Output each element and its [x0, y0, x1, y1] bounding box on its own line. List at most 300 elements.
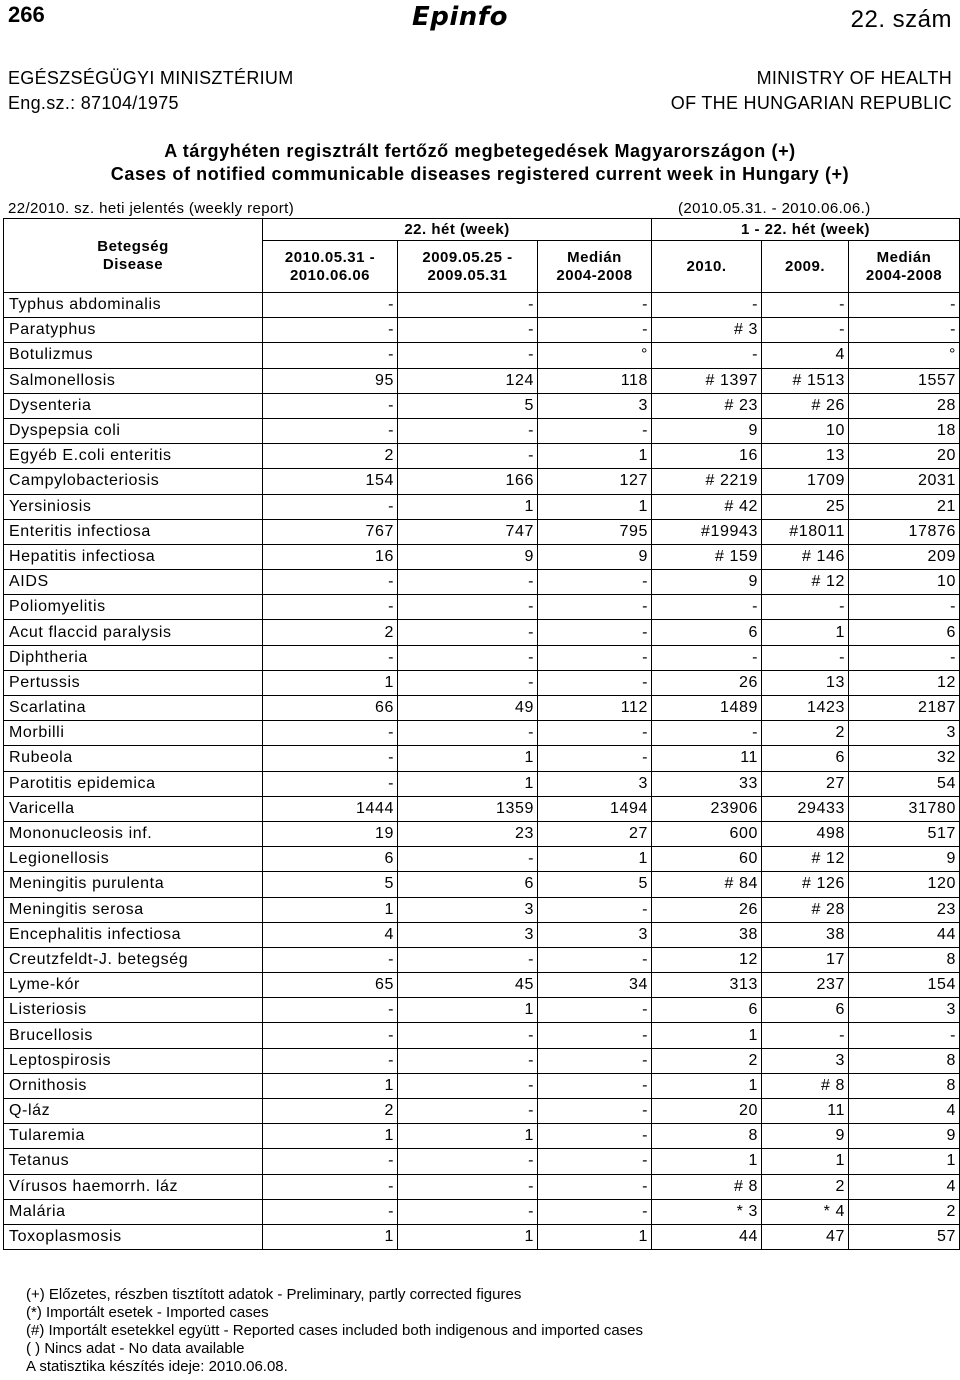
count-cell: 120: [849, 872, 960, 897]
count-cell: 27: [538, 821, 652, 846]
weekly-median-label: Medián: [567, 248, 622, 266]
count-cell: 1: [398, 1224, 538, 1249]
count-cell: 23: [849, 897, 960, 922]
count-cell: -: [398, 645, 538, 670]
count-cell: 1: [398, 494, 538, 519]
count-cell: 6: [263, 847, 398, 872]
count-cell: # 8: [652, 1174, 762, 1199]
disease-name-cell: Morbilli: [4, 721, 263, 746]
table-row: [4, 469, 960, 494]
count-cell: 3: [398, 897, 538, 922]
count-cell: -: [398, 620, 538, 645]
count-cell: 3: [762, 1048, 849, 1073]
count-cell: -: [538, 1124, 652, 1149]
page-number: 266: [8, 2, 45, 27]
count-cell: -: [263, 746, 398, 771]
count-cell: -: [398, 570, 538, 595]
disease-name-cell: Lyme-kór: [4, 973, 263, 998]
count-cell: 2: [263, 444, 398, 469]
table-row: [4, 1048, 960, 1073]
count-cell: -: [762, 595, 849, 620]
table-row: [4, 973, 960, 998]
disease-name-cell: Meningitis purulenta: [4, 872, 263, 897]
count-cell: 27: [762, 771, 849, 796]
count-cell: -: [538, 998, 652, 1023]
ministry-name-en: MINISTRY OF HEALTH: [756, 68, 952, 88]
count-cell: 23: [398, 821, 538, 846]
count-cell: 20: [652, 1099, 762, 1124]
table-row: [4, 922, 960, 947]
count-cell: 44: [849, 922, 960, 947]
table-row: [4, 1224, 960, 1249]
count-cell: # 26: [762, 393, 849, 418]
count-cell: 154: [849, 973, 960, 998]
count-cell: 124: [398, 368, 538, 393]
count-cell: 16: [263, 544, 398, 569]
count-cell: -: [263, 418, 398, 443]
count-cell: 95: [263, 368, 398, 393]
count-cell: -: [398, 1149, 538, 1174]
disease-name-cell: Q-láz: [4, 1099, 263, 1124]
footnote-preliminary: (+) Előzetes, részben tisztított adatok - Preliminary, partly corrected figures: [26, 1286, 522, 1303]
table-row: [4, 544, 960, 569]
count-cell: 4: [762, 343, 849, 368]
table-row: [4, 1099, 960, 1124]
disease-name-cell: Encephalitis infectiosa: [4, 922, 263, 947]
count-cell: -: [538, 670, 652, 695]
table-row: [4, 897, 960, 922]
count-cell: -: [263, 1199, 398, 1224]
count-cell: 498: [762, 821, 849, 846]
count-cell: 45: [398, 973, 538, 998]
disease-name-cell: Malária: [4, 1199, 263, 1224]
count-cell: 38: [652, 922, 762, 947]
disease-name-cell: Diphtheria: [4, 645, 263, 670]
count-cell: #19943: [652, 519, 762, 544]
count-cell: -: [849, 645, 960, 670]
disease-name-cell: Brucellosis: [4, 1023, 263, 1048]
count-cell: 1: [538, 494, 652, 519]
table-row: [4, 318, 960, 343]
disease-name-cell: Ornithosis: [4, 1073, 263, 1098]
count-cell: -: [652, 721, 762, 746]
footnote-included-imported: (#) Importált esetekkel együtt - Reported cases included both indigenous and imported cases: [26, 1322, 644, 1339]
count-cell: # 12: [762, 847, 849, 872]
weekly-median-years: 2004-2008: [556, 266, 633, 284]
count-cell: 127: [538, 469, 652, 494]
table-row: [4, 998, 960, 1023]
count-cell: 1: [652, 1073, 762, 1098]
count-cell: °: [538, 343, 652, 368]
count-cell: 2: [263, 1099, 398, 1124]
count-cell: 6: [398, 872, 538, 897]
table-row: [4, 696, 960, 721]
count-cell: 1444: [263, 796, 398, 821]
count-cell: -: [538, 645, 652, 670]
disease-name-cell: Listeriosis: [4, 998, 263, 1023]
count-cell: 66: [263, 696, 398, 721]
count-cell: * 3: [652, 1199, 762, 1224]
count-cell: 209: [849, 544, 960, 569]
disease-name-cell: Campylobacteriosis: [4, 469, 263, 494]
table-row: [4, 821, 960, 846]
count-cell: 26: [652, 670, 762, 695]
count-cell: 31780: [849, 796, 960, 821]
count-cell: -: [263, 771, 398, 796]
disease-name-cell: Vírusos haemorrh. láz: [4, 1174, 263, 1199]
current-week-header: [263, 241, 398, 293]
count-cell: 1: [652, 1023, 762, 1048]
count-cell: -: [398, 293, 538, 318]
count-cell: 1: [538, 1224, 652, 1249]
table-row: [4, 1174, 960, 1199]
table-row: [4, 570, 960, 595]
count-cell: -: [263, 293, 398, 318]
count-cell: -: [538, 1073, 652, 1098]
count-cell: -: [538, 620, 652, 645]
report-number: 22/2010. sz. heti jelentés (weekly report): [8, 200, 295, 217]
count-cell: -: [538, 595, 652, 620]
count-cell: # 1513: [762, 368, 849, 393]
footnote-no-data: ( ) Nincs adat - No data available: [26, 1340, 245, 1357]
table-row: [4, 444, 960, 469]
disease-name-cell: Yersiniosis: [4, 494, 263, 519]
report-dates: (2010.05.31. - 2010.06.06.): [678, 200, 871, 217]
table-row: [4, 418, 960, 443]
count-cell: 3: [849, 721, 960, 746]
count-cell: -: [263, 595, 398, 620]
count-cell: -: [263, 1048, 398, 1073]
table-row: [4, 947, 960, 972]
table-row: [4, 519, 960, 544]
table-row: [4, 771, 960, 796]
count-cell: -: [652, 293, 762, 318]
count-cell: 747: [398, 519, 538, 544]
disease-name-cell: Acut flaccid paralysis: [4, 620, 263, 645]
count-cell: 1: [398, 746, 538, 771]
table-row: [4, 796, 960, 821]
count-cell: 9: [398, 544, 538, 569]
count-cell: 2: [652, 1048, 762, 1073]
registration-number: Eng.sz.: 87104/1975: [8, 93, 179, 113]
title-en: Cases of notified communicable diseases registered current week in Hungary (+): [110, 164, 850, 184]
count-cell: 29433: [762, 796, 849, 821]
count-cell: 5: [538, 872, 652, 897]
count-cell: -: [538, 418, 652, 443]
count-cell: -: [263, 645, 398, 670]
count-cell: # 1397: [652, 368, 762, 393]
count-cell: 1423: [762, 696, 849, 721]
count-cell: 237: [762, 973, 849, 998]
count-cell: -: [652, 595, 762, 620]
count-cell: -: [538, 1023, 652, 1048]
count-cell: 9: [538, 544, 652, 569]
table-row: [4, 1023, 960, 1048]
count-cell: 9: [652, 570, 762, 595]
count-cell: 16: [652, 444, 762, 469]
count-cell: 1494: [538, 796, 652, 821]
count-cell: -: [398, 595, 538, 620]
count-cell: -: [762, 1023, 849, 1048]
table-row: [4, 645, 960, 670]
year-2010-header: 2010.: [652, 241, 762, 293]
count-cell: 1: [263, 670, 398, 695]
count-cell: 12: [849, 670, 960, 695]
footnote-imported: (*) Importált esetek - Imported cases: [26, 1304, 269, 1321]
count-cell: 33: [652, 771, 762, 796]
disease-name-cell: Tetanus: [4, 1149, 263, 1174]
count-cell: 21: [849, 494, 960, 519]
count-cell: -: [398, 1023, 538, 1048]
disease-name-cell: Creutzfeldt-J. betegség: [4, 947, 263, 972]
count-cell: 600: [652, 821, 762, 846]
week-group-header: 22. hét (week): [263, 219, 652, 241]
disease-name-cell: Scarlatina: [4, 696, 263, 721]
count-cell: 1: [263, 1224, 398, 1249]
count-cell: 3: [538, 393, 652, 418]
table-row: [4, 670, 960, 695]
count-cell: 4: [263, 922, 398, 947]
disease-name-cell: Paratyphus: [4, 318, 263, 343]
count-cell: 9: [652, 418, 762, 443]
count-cell: 1: [263, 1073, 398, 1098]
count-cell: -: [398, 670, 538, 695]
cumulative-group-header: 1 - 22. hét (week): [652, 219, 960, 241]
count-cell: -: [263, 1149, 398, 1174]
count-cell: -: [398, 721, 538, 746]
count-cell: -: [538, 947, 652, 972]
count-cell: 44: [652, 1224, 762, 1249]
disease-name-cell: AIDS: [4, 570, 263, 595]
count-cell: -: [538, 570, 652, 595]
count-cell: 1: [263, 1124, 398, 1149]
count-cell: 60: [652, 847, 762, 872]
count-cell: 1: [398, 1124, 538, 1149]
table-row: [4, 368, 960, 393]
count-cell: 6: [652, 620, 762, 645]
disease-column-header: [4, 219, 263, 293]
disease-name-cell: Hepatitis infectiosa: [4, 544, 263, 569]
count-cell: 47: [762, 1224, 849, 1249]
count-cell: 6: [849, 620, 960, 645]
count-cell: -: [263, 393, 398, 418]
count-cell: 9: [762, 1124, 849, 1149]
count-cell: 9: [849, 847, 960, 872]
disease-name-cell: Dyspepsia coli: [4, 418, 263, 443]
count-cell: 11: [652, 746, 762, 771]
count-cell: 25: [762, 494, 849, 519]
count-cell: -: [398, 1099, 538, 1124]
count-cell: -: [263, 343, 398, 368]
count-cell: -: [263, 1023, 398, 1048]
disease-name-cell: Poliomyelitis: [4, 595, 263, 620]
count-cell: # 3: [652, 318, 762, 343]
count-cell: -: [538, 1199, 652, 1224]
count-cell: -: [538, 1149, 652, 1174]
table-row: [4, 1073, 960, 1098]
count-cell: 10: [762, 418, 849, 443]
count-cell: 1: [538, 444, 652, 469]
count-cell: 20: [849, 444, 960, 469]
issue-number: 22. szám: [850, 6, 952, 33]
table-row: [4, 620, 960, 645]
count-cell: 8: [849, 1073, 960, 1098]
count-cell: 8: [849, 947, 960, 972]
cumulative-median-header: [849, 241, 960, 293]
disease-name-cell: Tularemia: [4, 1124, 263, 1149]
count-cell: -: [398, 847, 538, 872]
count-cell: 2: [263, 620, 398, 645]
table-row: [4, 343, 960, 368]
table-row: [4, 494, 960, 519]
disease-table-container: [3, 218, 959, 1250]
count-cell: -: [849, 1023, 960, 1048]
count-cell: 1: [652, 1149, 762, 1174]
count-cell: 34: [538, 973, 652, 998]
disease-name-cell: Meningitis serosa: [4, 897, 263, 922]
count-cell: -: [398, 444, 538, 469]
count-cell: -: [538, 1048, 652, 1073]
count-cell: -: [263, 1174, 398, 1199]
count-cell: # 42: [652, 494, 762, 519]
table-row: [4, 1199, 960, 1224]
count-cell: 6: [652, 998, 762, 1023]
weekly-median-header: [538, 241, 652, 293]
count-cell: 19: [263, 821, 398, 846]
count-cell: 2031: [849, 469, 960, 494]
table-row: [4, 847, 960, 872]
cumulative-median-label: Medián: [876, 248, 932, 266]
count-cell: 6: [762, 998, 849, 1023]
count-cell: 6: [762, 746, 849, 771]
count-cell: -: [263, 721, 398, 746]
disease-name-cell: Legionellosis: [4, 847, 263, 872]
table-row: [4, 595, 960, 620]
count-cell: 10: [849, 570, 960, 595]
current-week-start: 2010.05.31 -: [284, 248, 376, 266]
count-cell: 313: [652, 973, 762, 998]
count-cell: 154: [263, 469, 398, 494]
republic-name-en: OF THE HUNGARIAN REPUBLIC: [670, 93, 952, 113]
disease-name-cell: Dysenteria: [4, 393, 263, 418]
count-cell: 26: [652, 897, 762, 922]
count-cell: -: [849, 318, 960, 343]
disease-name-cell: Pertussis: [4, 670, 263, 695]
count-cell: -: [538, 721, 652, 746]
count-cell: 23906: [652, 796, 762, 821]
count-cell: 118: [538, 368, 652, 393]
disease-name-cell: Typhus abdominalis: [4, 293, 263, 318]
disease-name-cell: Mononucleosis inf.: [4, 821, 263, 846]
epinfo-logo: Epinfo: [412, 2, 508, 32]
previous-week-start: 2009.05.25 -: [422, 248, 513, 266]
table-row: [4, 1149, 960, 1174]
count-cell: 112: [538, 696, 652, 721]
count-cell: 12: [652, 947, 762, 972]
count-cell: -: [398, 947, 538, 972]
count-cell: 54: [849, 771, 960, 796]
count-cell: # 159: [652, 544, 762, 569]
count-cell: 1: [398, 771, 538, 796]
previous-week-end: 2009.05.31: [427, 266, 508, 284]
count-cell: -: [398, 1174, 538, 1199]
count-cell: # 28: [762, 897, 849, 922]
count-cell: 2: [762, 721, 849, 746]
count-cell: -: [263, 570, 398, 595]
current-week-end: 2010.06.06: [289, 266, 371, 284]
count-cell: -: [762, 318, 849, 343]
count-cell: 1: [398, 998, 538, 1023]
count-cell: 32: [849, 746, 960, 771]
count-cell: 1: [263, 897, 398, 922]
count-cell: 1489: [652, 696, 762, 721]
count-cell: 2: [762, 1174, 849, 1199]
count-cell: 8: [652, 1124, 762, 1149]
count-cell: 3: [849, 998, 960, 1023]
count-cell: -: [263, 318, 398, 343]
count-cell: -: [538, 1099, 652, 1124]
disease-name-cell: Enteritis infectiosa: [4, 519, 263, 544]
count-cell: 9: [849, 1124, 960, 1149]
count-cell: # 8: [762, 1073, 849, 1098]
count-cell: -: [652, 343, 762, 368]
count-cell: -: [762, 293, 849, 318]
count-cell: 28: [849, 393, 960, 418]
count-cell: -: [849, 293, 960, 318]
disease-table: [3, 218, 960, 1250]
count-cell: 517: [849, 821, 960, 846]
disease-name-cell: Toxoplasmosis: [4, 1224, 263, 1249]
disease-name-cell: Egyéb E.coli enteritis: [4, 444, 263, 469]
table-row: [4, 393, 960, 418]
count-cell: * 4: [762, 1199, 849, 1224]
count-cell: # 2219: [652, 469, 762, 494]
count-cell: -: [762, 645, 849, 670]
previous-year-week-header: [398, 241, 538, 293]
ministry-name-hu: EGÉSZSÉGÜGYI MINISZTÉRIUM: [8, 68, 294, 88]
count-cell: 1709: [762, 469, 849, 494]
count-cell: 8: [849, 1048, 960, 1073]
disease-name-cell: Botulizmus: [4, 343, 263, 368]
count-cell: 2: [849, 1199, 960, 1224]
count-cell: 49: [398, 696, 538, 721]
count-cell: 795: [538, 519, 652, 544]
count-cell: -: [398, 1048, 538, 1073]
count-cell: 1: [538, 847, 652, 872]
count-cell: 11: [762, 1099, 849, 1124]
count-cell: 4: [849, 1174, 960, 1199]
count-cell: 3: [538, 771, 652, 796]
count-cell: -: [398, 1199, 538, 1224]
count-cell: 767: [263, 519, 398, 544]
disease-name-cell: Salmonellosis: [4, 368, 263, 393]
count-cell: -: [538, 293, 652, 318]
count-cell: -: [538, 318, 652, 343]
count-cell: 57: [849, 1224, 960, 1249]
count-cell: 13: [762, 670, 849, 695]
count-cell: 2187: [849, 696, 960, 721]
count-cell: 4: [849, 1099, 960, 1124]
count-cell: 13: [762, 444, 849, 469]
count-cell: -: [398, 318, 538, 343]
count-cell: 1: [762, 620, 849, 645]
disease-name-cell: Parotitis epidemica: [4, 771, 263, 796]
footnote-stat-date: A statisztika készítés ideje: 2010.06.08.: [26, 1358, 288, 1375]
disease-name-cell: Leptospirosis: [4, 1048, 263, 1073]
count-cell: 3: [538, 922, 652, 947]
count-cell: -: [263, 947, 398, 972]
count-cell: # 126: [762, 872, 849, 897]
